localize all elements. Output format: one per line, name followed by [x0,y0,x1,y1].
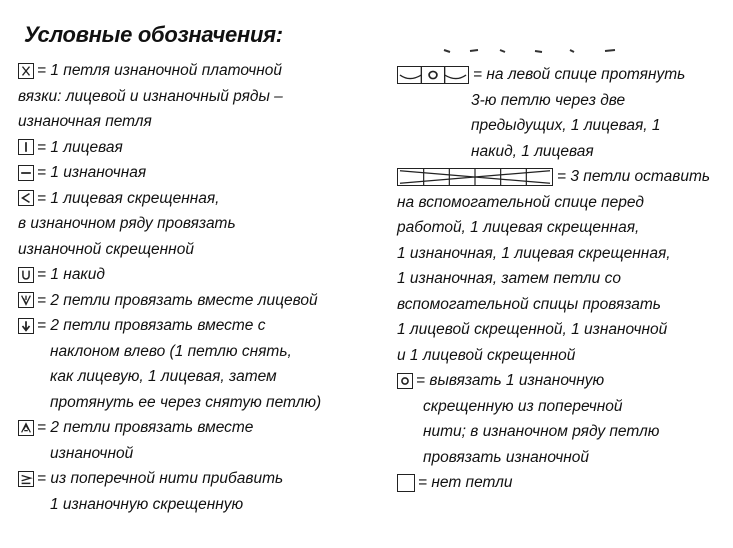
legend-text: = 1 лицевая [37,138,123,156]
legend-text: работой, 1 лицевая скрещенная, [397,219,640,236]
legend-entry-continuation [397,419,727,445]
legend-entry-first-line [397,62,727,88]
legend-entry-first-line [18,160,363,186]
legend-entry-continuation [397,445,727,471]
legend-entry [18,58,363,135]
legend-text: изнаночной [50,444,134,462]
legend-entry-continuation [397,241,727,267]
legend-entry-continuation [18,237,363,263]
legend-entry-first-line [397,368,727,394]
legend-text: нити; в изнаночном ряду петлю [423,423,660,440]
legend-entry-first-line [18,262,363,288]
legend-text: 1 лицевой скрещенной, 1 изнаночной [397,321,668,338]
legend-entry [397,164,727,368]
legend-entry-first-line [18,58,363,84]
legend-entry-first-line [18,313,363,339]
legend-entry-continuation [18,109,363,135]
legend-entry-first-line [18,288,363,314]
k2tog-icon [18,292,34,308]
legend-text: 3-ю петлю через две [471,91,626,109]
legend-entry-continuation [18,84,363,110]
legend-text: наклоном влево (1 петлю снять, [50,342,292,360]
legend-text: = 1 петля изнаночной платочной [37,62,283,79]
knit-twisted-icon [18,190,34,206]
legend-text: = нет петли [418,474,513,491]
legend-entry-continuation [397,266,727,292]
legend-entry-continuation [18,390,363,416]
legend-text: провязать изнаночной [423,448,590,466]
legend-text: вязки: лицевой и изнаночный ряды – [18,87,283,105]
legend-text: накид, 1 лицевая [471,142,594,160]
legend-text: как лицевую, 1 лицевая, затем [50,368,277,385]
page-title: Условные обозначения: [24,22,283,47]
legend-text: вспомогательной спицы провязать [397,295,661,313]
ssk-arrow-icon [18,318,34,334]
legend-entry-continuation [397,215,727,241]
legend-entry-first-line [397,470,727,496]
legend-text: протянуть ее через снятую петлю) [50,393,322,411]
legend-entry [18,466,363,517]
legend-entry [18,186,363,263]
legend-right-column [397,62,727,496]
legend-text: в изнаночном ряду провязать [18,215,236,232]
legend-text: = 2 петли провязать вместе лицевой [37,291,318,309]
legend-entry-first-line [18,415,363,441]
cropped-text-fragment [440,40,640,54]
legend-entry [18,135,363,161]
legend-entry [18,415,363,466]
make-one-purl-icon [18,471,34,487]
legend-text: 1 изнаночная, затем петли со [397,270,621,287]
legend-text: на вспомогательной спице перед [397,193,644,211]
pull-over-three-icon [397,66,469,84]
legend-entry [18,288,363,314]
purl-garter-icon [18,63,34,79]
legend-entry-continuation [397,343,727,369]
legend-entry-first-line [397,164,727,190]
no-stitch-icon [397,474,415,492]
legend-entry-continuation [18,211,363,237]
legend-text: = 1 лицевая скрещенная, [37,189,220,207]
legend-entry [18,313,363,415]
legend-entry-continuation [18,492,363,518]
legend-text: 1 изнаночная, 1 лицевая скрещенная, [397,244,671,262]
purl-twisted-bar-icon [397,373,413,389]
legend-text: скрещенную из поперечной [423,397,623,415]
legend-entry-continuation [397,113,727,139]
p2tog-icon [18,420,34,436]
legend-entry-first-line [18,135,363,161]
legend-text: и 1 лицевой скрещенной [397,346,576,364]
legend-text: = 1 изнаночная [37,164,147,181]
legend-text: изнаночная петля [18,113,152,130]
legend-entry-continuation [18,441,363,467]
legend-entry-continuation [18,339,363,365]
legend-entry-continuation [18,364,363,390]
legend-entry [397,470,727,496]
legend-left-column [18,58,363,517]
legend-entry [397,62,727,164]
legend-text: = 2 петли провязать вместе [37,419,254,436]
legend-text: 1 изнаночную скрещенную [50,495,244,513]
legend-text: предыдущих, 1 лицевая, 1 [471,117,661,134]
legend-text: = из поперечной нити прибавить [37,470,284,487]
legend-text: = вывязать 1 изнаночную [416,372,605,389]
legend-entry-continuation [397,292,727,318]
legend-entry [397,368,727,470]
legend-entry-first-line [18,466,363,492]
legend-entry [18,262,363,288]
legend-text: изнаночной скрещенной [18,240,194,258]
legend-entry-first-line [18,186,363,212]
legend-text: = 3 петли оставить [557,168,711,185]
legend-text: = на левой спице протянуть [473,66,686,83]
legend-entry [18,160,363,186]
legend-text: = 2 петли провязать вместе с [37,317,266,334]
legend-text: = 1 накид [37,266,105,283]
cable-six-icon [397,168,553,186]
purl-horizontal-bar-icon [18,165,34,181]
legend-entry-continuation [397,190,727,216]
knit-vertical-bar-icon [18,139,34,155]
legend-entry-continuation [397,88,727,114]
legend-entry-continuation [397,394,727,420]
legend-entry-continuation [397,139,727,165]
yarn-over-icon [18,267,34,283]
legend-entry-continuation [397,317,727,343]
